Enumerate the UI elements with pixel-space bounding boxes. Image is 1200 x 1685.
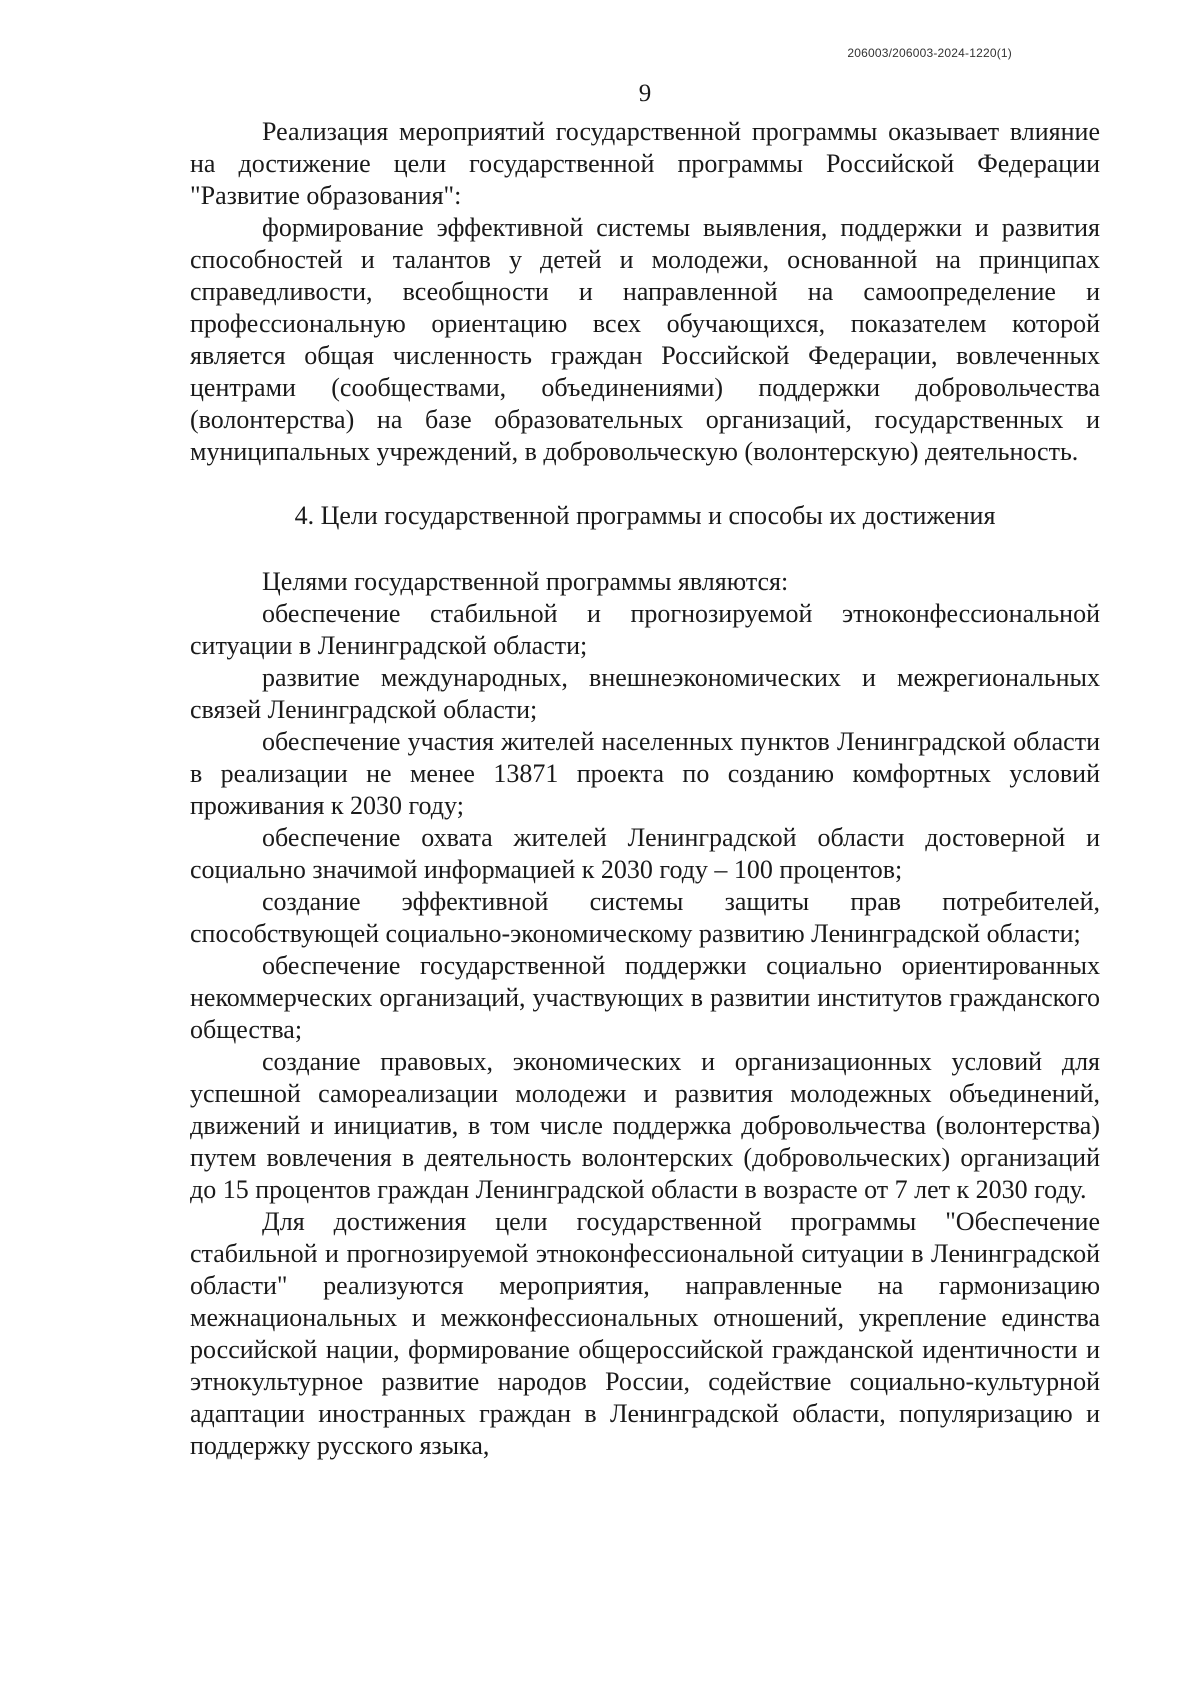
list-item: создание эффективной системы защиты прав потребителей, способствующей социально-экономическому развитию Ленинградской области;: [190, 887, 1100, 948]
paragraph: Целями государственной программы являются:: [262, 567, 789, 596]
document-id: 206003/206003-2024-1220(1): [847, 46, 1012, 60]
list-item: обеспечение государственной поддержки социально ориентированных некоммерческих организаций, участвующих в развитии институтов гражданского общества;: [190, 951, 1100, 1044]
list-item: обеспечение участия жителей населенных пунктов Ленинградской области в реализации не менее 13871 проекта по созданию комфортных условий проживания к 2030 году;: [190, 727, 1100, 820]
paragraph: формирование эффективной системы выявления, поддержки и развития способностей и талантов у детей и молодежи, основанной на принципах справедливости, всеобщности и направленной на самоопределение и профессиональную ориентацию всех обучающихся, показателем которой является общая численность граждан Российской Федерации, вовлеченных центрами (сообществами, объединениями) поддержки добровольчества (волонтерства) на базе образовательных организаций, государственных и муниципальных учреждений, в добровольческую (волонтерскую) деятельность.: [190, 213, 1100, 466]
page-content: [190, 116, 1100, 1462]
page-number: 9: [638, 80, 652, 107]
list-item: обеспечение охвата жителей Ленинградской области достоверной и социально значимой информацией к 2030 году – 100 процентов;: [190, 823, 1100, 884]
list-item: развитие международных, внешнеэкономических и межрегиональных связей Ленинградской области;: [190, 663, 1100, 724]
list-item: создание правовых, экономических и организационных условий для успешной самореализации молодежи и развития молодежных объединений, движений и инициатив, в том числе поддержка добровольчества (волонтерства) путем вовлечения в деятельность волонтерских (добровольческих) организаций до 15 процентов граждан Ленинградской области в возрасте от 7 лет к 2030 году.: [190, 1047, 1100, 1204]
paragraph: Реализация мероприятий государственной программы оказывает влияние на достижение цели государственной программы Российской Федерации "Развитие образования":: [190, 117, 1100, 210]
paragraph: Для достижения цели государственной программы "Обеспечение стабильной и прогнозируемой этноконфессиональной ситуации в Ленинградской области" реализуются мероприятия, направленные на гармонизацию межнациональных и межконфессиональных отношений, укрепление единства российской нации, формирование общероссийской гражданской идентичности и этнокультурное развитие народов России, содействие социально-культурной адаптации иностранных граждан в Ленинградской области, популяризацию и поддержку русского языка,: [190, 1207, 1100, 1460]
list-item: обеспечение стабильной и прогнозируемой этноконфессиональной ситуации в Ленинградской области;: [190, 599, 1100, 660]
section-heading: 4. Цели государственной программы и способы их достижения: [294, 501, 996, 530]
